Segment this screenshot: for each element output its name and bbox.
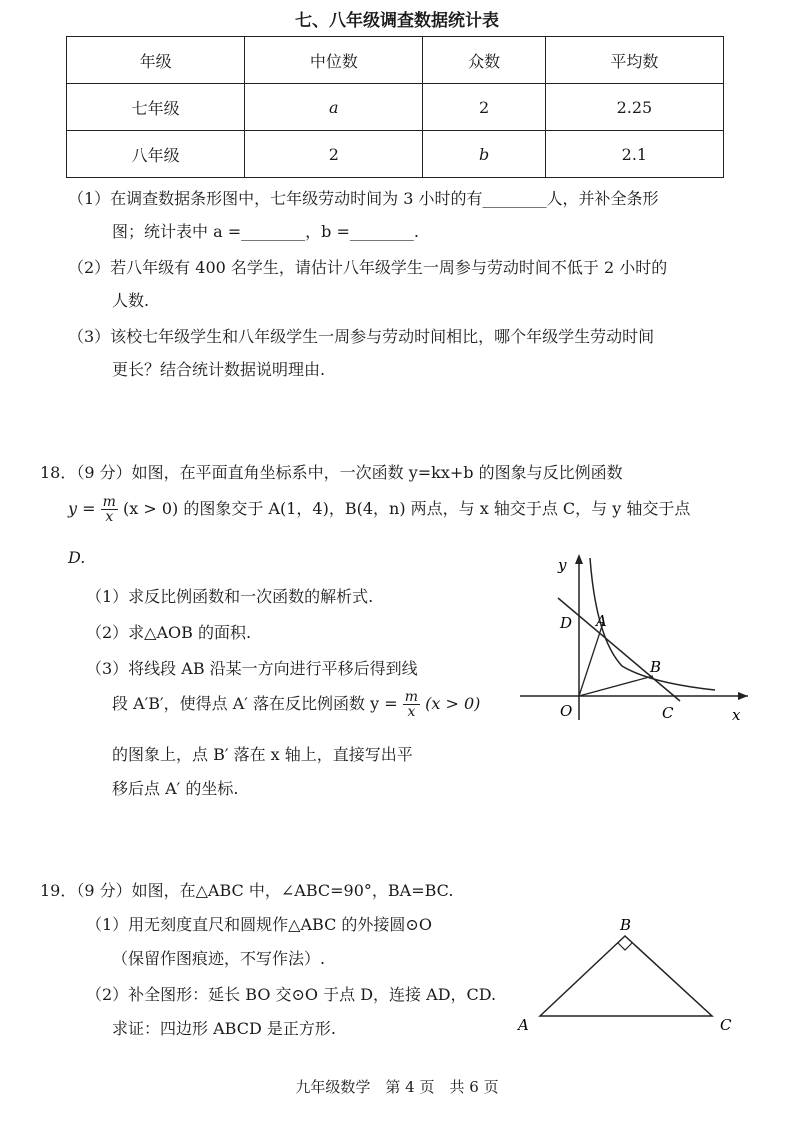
fraction-m-over-x [403,690,420,719]
table-cell: 八年级 [67,131,245,178]
label-B: B [650,658,662,676]
q17-part3-line1: （3）该校七年级学生和八年级学生一周参与劳动时间相比，哪个年级学生劳动时间 [68,327,655,346]
label-D: D [560,614,573,632]
q19-sub2-line1: （2）补全图形：延长 BO 交⊙O 于点 D，连接 AD，CD. [86,985,497,1004]
label-A: A [518,1016,529,1034]
q18-stem-line3: D. [68,548,86,567]
q18-sub3-line1: （3）将线段 AB 沿某一方向进行平移后得到线 [86,659,418,678]
q18-stem-text: (x > 0) 的图象交于 A(1，4)，B(4，n) 两点，与 x 轴交于点 C，与 y 轴交于点 [123,499,691,518]
page-footer: 九年级数学 第 4 页 共 6 页 [295,1078,499,1096]
fraction-denominator: x [105,509,114,525]
table-cell: 2.25 [545,84,723,131]
q18-sub2: （2）求△AOB 的面积. [86,623,252,642]
q18-stem-line1: 18．（9 分）如图，在平面直角坐标系中，一次函数 y=kx+b 的图象与反比例函数 [40,463,623,482]
table-cell: 2.1 [545,131,723,178]
table-row [67,131,724,178]
header-cell: 中位数 [245,37,423,84]
y-axis-arrow [575,554,583,564]
q19-stem: 19．（9 分）如图，在△ABC 中，∠ABC=90°，BA=BC. [40,881,454,900]
q18-sub3-text-a: 段 A′B′，使得点 A′ 落在反比例函数 y = [112,694,398,713]
label-C: C [720,1016,732,1034]
label-B: B [620,916,632,934]
q19-sub1-line1: （1）用无刻度直尺和圆规作△ABC 的外接圆⊙O [86,915,432,934]
x-axis-arrow [738,692,748,700]
answer-blank: ________ [241,222,306,241]
label-y: y [558,556,567,574]
q17-part1-line2 [112,219,419,242]
q19-sub2-line2: 求证：四边形 ABCD 是正方形. [112,1019,336,1038]
header-cell: 年级 [67,37,245,84]
segment-OA [579,623,603,696]
header-cell: 众数 [423,37,545,84]
q17-part1-text-a: （1）在调查数据条形图中，七年级劳动时间为 3 小时的有 [68,189,483,208]
answer-blank: ________ [482,189,547,208]
fraction-numerator: m [404,689,419,705]
table-cell: 2 [245,131,423,178]
table-cell: a [245,84,423,131]
fraction-numerator: m [102,494,116,510]
fraction-m-over-x [101,495,118,524]
table-cell: 七年级 [67,84,245,131]
coordinate-graph-figure [510,548,760,728]
q17-part1-text-e: . [413,222,419,241]
q18-sub1: （1）求反比例函数和一次函数的解析式. [86,587,374,606]
right-angle-mark [618,943,632,950]
q17-part2-line2: 人数. [112,291,150,310]
q17-part2-line1: （2）若八年级有 400 名学生，请估计八年级学生一周参与劳动时间不低于 2 小时的 [68,258,668,277]
q19-sub1-line2: （保留作图痕迹，不写作法）. [112,949,326,968]
statistics-table [66,36,724,178]
table-cell: b [423,131,545,178]
q18-sub3-line4: 移后点 A′ 的坐标. [112,779,239,798]
q17-part3-line2: 更长？结合统计数据说明理由. [112,360,326,379]
answer-blank: ________ [349,222,414,241]
triangle-figure [510,912,750,1042]
table-row [67,84,724,131]
q18-sub3-line2 [112,690,480,719]
q18-sub3-line3: 的图象上，点 B′ 落在 x 轴上，直接写出平 [112,745,413,764]
header-cell: 平均数 [545,37,723,84]
label-C: C [662,704,674,722]
q17-part1-text-c: 图；统计表中 a = [112,222,242,241]
fraction-denominator: x [407,704,416,720]
table-header-row [67,37,724,84]
q17-part1-text-d: ，b = [305,222,350,241]
label-A: A [596,612,607,630]
triangle-ABC [540,936,712,1016]
q17-part1-text-b: 人，并补全条形 [546,189,659,208]
q17-part1-line1 [68,186,659,209]
table-cell: 2 [423,84,545,131]
table-title: 七、八年级调查数据统计表 [295,11,499,31]
segment-OB [579,676,653,696]
q18-stem-line2 [68,495,690,524]
label-x: x [732,706,741,724]
q18-sub3-text-b: (x > 0) [425,694,481,713]
q18-y-equals: y = [68,499,96,518]
label-O: O [560,702,573,720]
